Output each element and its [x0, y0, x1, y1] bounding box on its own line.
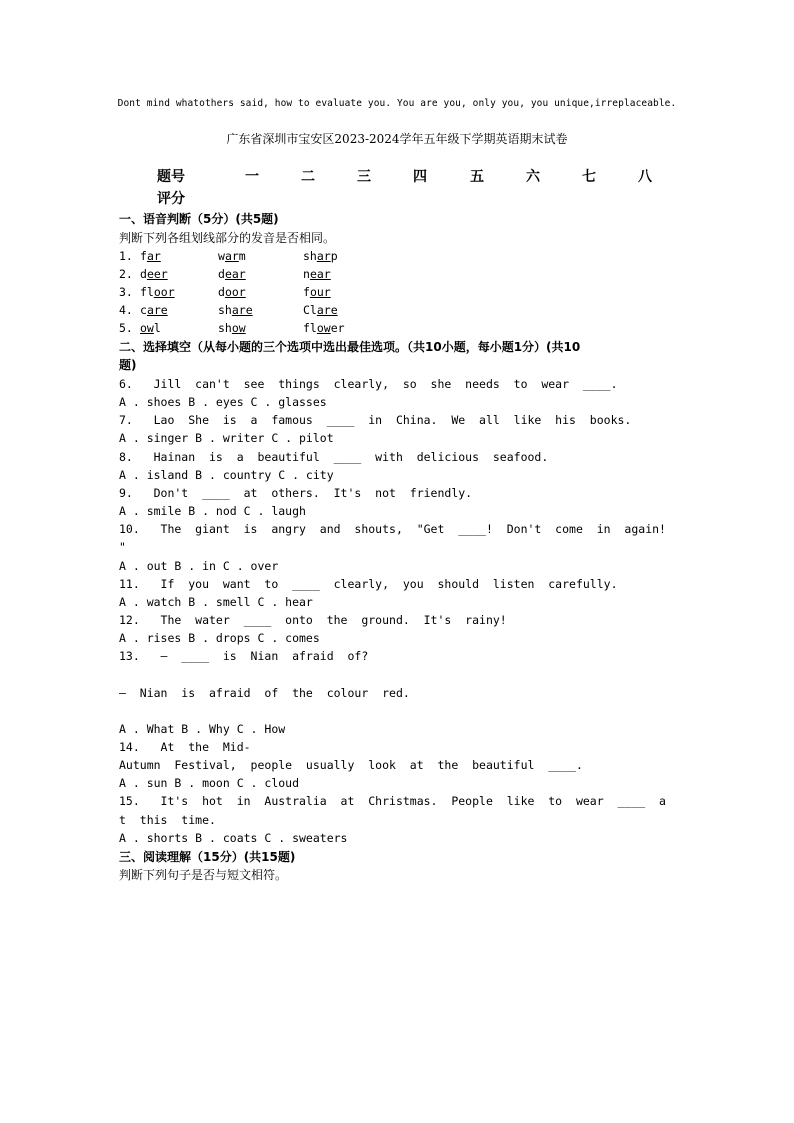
score-col-1: 一: [245, 169, 259, 185]
phonics-item-number: 4.: [119, 303, 133, 317]
phonics-word: share: [218, 303, 253, 317]
question-line: A . singer B . writer C . pilot: [119, 431, 334, 446]
question-text: 12. The water ____ onto the ground. It's rainy!: [119, 612, 507, 627]
question-line: A . What B . Why C . How: [119, 721, 286, 736]
underlined-sound: ar: [224, 249, 239, 263]
underlined-sound: ow: [140, 321, 154, 335]
underlined-sound: are: [231, 303, 253, 317]
phonics-word: flower: [303, 321, 345, 335]
underlined-sound: ear: [224, 267, 246, 281]
question-text: 15. It's hot in Australia at Christmas. People like to wear ____ a: [119, 794, 666, 809]
section3-instruction: 判断下列句子是否与短文相符。: [119, 868, 288, 882]
question-line: A . sun B . moon C . cloud: [119, 776, 300, 791]
phonics-word: floor: [140, 285, 175, 299]
score-col-6: 六: [526, 169, 540, 185]
phonics-word: four: [303, 285, 331, 299]
question-text: 8. Hainan is a beautiful ____ with delicious seafood.: [119, 449, 549, 464]
question-text: 13. — ____ is Nian afraid of?: [119, 649, 369, 664]
question-line: A . shorts B . coats C . sweaters: [119, 830, 348, 845]
question-line: A . shoes B . eyes C . glasses: [119, 395, 327, 410]
underlined-sound: oor: [224, 285, 246, 299]
phonics-item-number: 1.: [119, 249, 133, 263]
underlined-sound: ow: [231, 321, 246, 335]
section3-heading: 三、阅读理解（15分）(共15题): [119, 850, 296, 864]
score-col-3: 三: [357, 169, 371, 185]
question-text: Autumn Festival, people usually look at the beautiful ____.: [119, 758, 583, 773]
question-line: ": [119, 540, 126, 555]
question-line: A . island B . country C . city: [119, 467, 334, 482]
score-table: [157, 166, 677, 210]
phonics-word: dear: [218, 267, 246, 281]
question-text: 11. If you want to ____ clearly, you should listen carefully.: [119, 576, 618, 591]
question-line: A . watch B . smell C . hear: [119, 594, 313, 609]
phonics-item-number: 5.: [119, 321, 133, 335]
phonics-word: sharp: [303, 249, 338, 263]
section2-heading-cont: 题): [119, 358, 137, 372]
question-line: t this time.: [119, 812, 216, 827]
underlined-sound: are: [146, 303, 168, 317]
section2-heading: 二、选择填空（从每小题的三个选项中选出最佳选项。（共10小题，每小题1分）(共10: [119, 340, 581, 354]
question-text: 10. The giant is angry and shouts, "Get ____! Don't come in again!: [119, 522, 666, 537]
phonics-word: show: [218, 321, 246, 335]
exam-title: 广东省深圳市宝安区2023-2024学年五年级下学期英语期末试卷: [226, 132, 568, 146]
phonics-item-number: 2.: [119, 267, 133, 281]
phonics-word: door: [218, 285, 246, 299]
score-col-2: 二: [301, 169, 315, 185]
question-text: 7. Lao She is a famous ____ in China. We all like his books.: [119, 413, 632, 428]
header-motto: Dont mind whatothers said, how to evaluate you. You are you, only you, you unique,irreplaceable.: [117, 98, 677, 109]
phonics-word: care: [140, 303, 168, 317]
score-header-label: 题号: [157, 169, 185, 185]
score-col-7: 七: [582, 169, 596, 185]
underlined-sound: oor: [153, 285, 175, 299]
underlined-sound: are: [316, 303, 338, 317]
question-line: A . rises B . drops C . comes: [119, 631, 320, 646]
phonics-item-number: 3.: [119, 285, 133, 299]
section1-heading: 一、语音判断（5分）(共5题): [119, 212, 279, 226]
score-col-8: 八: [638, 169, 652, 185]
score-col-4: 四: [413, 169, 427, 185]
phonics-word: owl: [140, 321, 161, 335]
underlined-sound: ar: [316, 249, 331, 263]
question-text: 9. Don't ____ at others. It's not friendly.: [119, 485, 473, 500]
phonics-word: far: [140, 249, 161, 263]
underlined-sound: eer: [146, 267, 168, 281]
question-text: 14. At the Mid-: [119, 740, 251, 754]
phonics-word: near: [303, 267, 331, 281]
phonics-word: deer: [140, 267, 168, 281]
phonics-word: Clare: [303, 303, 338, 317]
underlined-sound: ow: [316, 321, 331, 335]
question-text: 6. Jill can't see things clearly, so she needs to wear ____.: [119, 377, 618, 391]
section1-instruction: 判断下列各组划线部分的发音是否相同。: [119, 231, 336, 245]
score-header-row: [157, 166, 677, 188]
question-line: A . out B . in C . over: [119, 558, 279, 573]
score-value-row: [157, 188, 677, 210]
underlined-sound: our: [309, 285, 331, 299]
question-text: — Nian is afraid of the colour red.: [119, 685, 410, 700]
underlined-sound: ar: [146, 249, 161, 263]
phonics-word: warm: [218, 249, 246, 263]
score-row-label: 评分: [157, 191, 185, 207]
underlined-sound: ear: [309, 267, 331, 281]
question-line: A . smile B . nod C . laugh: [119, 504, 306, 519]
score-col-5: 五: [470, 169, 484, 185]
